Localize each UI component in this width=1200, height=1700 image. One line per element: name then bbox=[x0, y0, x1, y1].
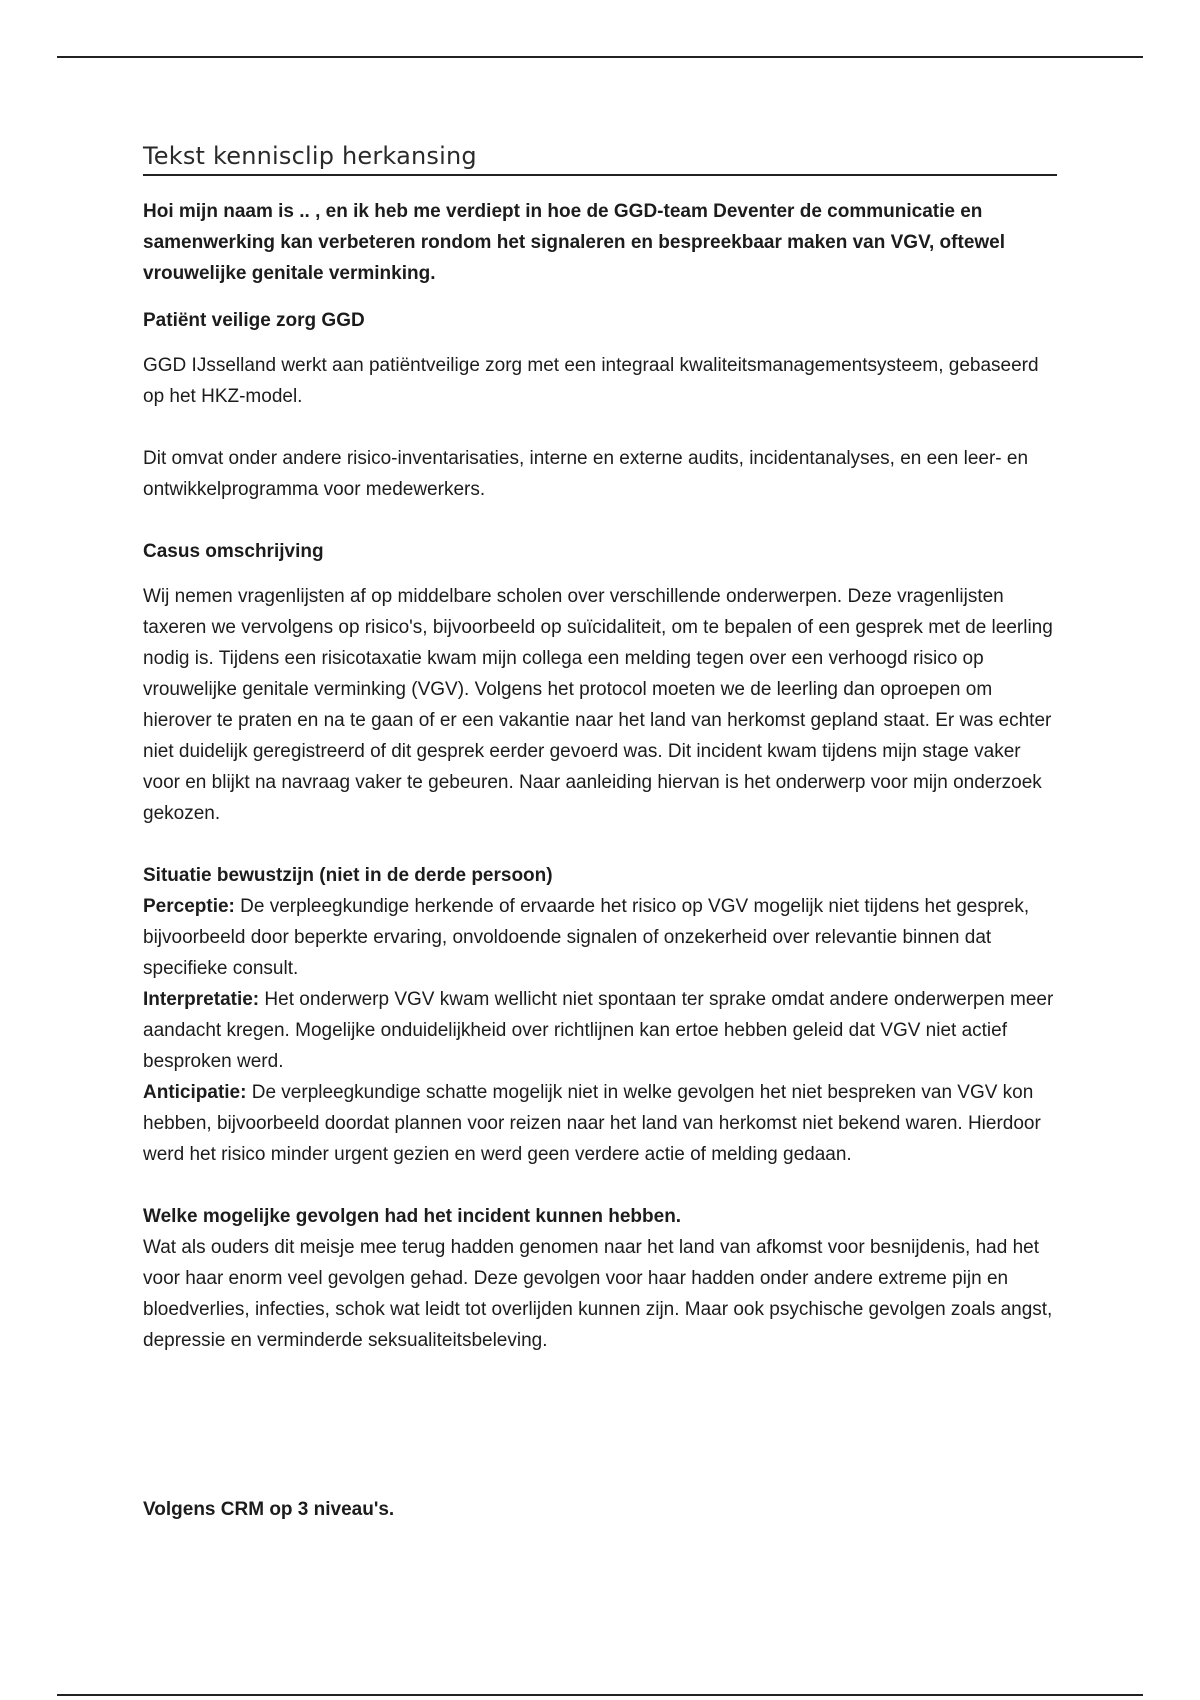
situation-label: Interpretatie: bbox=[143, 989, 260, 1010]
situation-item-anticipation bbox=[143, 1077, 1057, 1170]
section-heading-case: Casus omschrijving bbox=[143, 541, 324, 562]
consequences-paragraph: Wat als ouders dit meisje mee terug hadden genomen naar het land van afkomst voor besnijdenis, had het voor haar enorm veel gevolgen gehad. Deze gevolgen voor haar hadden onder andere extreme pijn en bloedverlies, infecties, schok wat leidt tot overlijden kunnen zijn. Maar ook psychische gevolgen zoals angst, depressie en verminderde seksualiteitsbeleving. bbox=[143, 1237, 1053, 1351]
document-body bbox=[143, 140, 1057, 1525]
situation-label: Perceptie: bbox=[143, 896, 235, 917]
page-bottom-rule bbox=[57, 1694, 1143, 1696]
situation-text: Het onderwerp VGV kwam wellicht niet spontaan ter sprake omdat andere onderwerpen meer aandacht kregen. Mogelijke onduidelijkheid over richtlijnen kan ertoe hebben geleid dat VGV niet actief besproken werd. bbox=[143, 989, 1054, 1072]
section-heading-patient-safety: Patiënt veilige zorg GGD bbox=[143, 310, 365, 331]
case-paragraph: Wij nemen vragenlijsten af op middelbare scholen over verschillende onderwerpen. Deze vragenlijsten taxeren we vervolgens op risico's, bijvoorbeeld op suïcidaliteit, om te bepalen of een gesprek met de leerling nodig is. Tijdens een risicotaxatie kwam mijn collega een melding tegen over een verhoogd risico op vrouwelijke genitale verminking (VGV). Volgens het protocol moeten we de leerling dan oproepen om hierover te praten en na te gaan of er een vakantie naar het land van herkomst gepland staat. Er was echter niet duidelijk geregistreerd of dit gesprek eerder gevoerd was. Dit incident kwam tijdens mijn stage vaker voor en blijkt na navraag vaker te gebeuren. Naar aanleiding hiervan is het onderwerp voor mijn onderzoek gekozen. bbox=[143, 586, 1053, 824]
situation-item-perception bbox=[143, 891, 1057, 984]
intro-paragraph: Hoi mijn naam is .. , en ik heb me verdiept in hoe de GGD-team Deventer de communicatie en samenwerking kan verbeteren rondom het signaleren en bespreekbaar maken van VGV, oftewel vrouwelijke genitale verminking. bbox=[143, 201, 1006, 284]
section-heading-crm: Volgens CRM op 3 niveau's. bbox=[143, 1499, 395, 1520]
page-top-rule bbox=[57, 56, 1143, 58]
situation-text: De verpleegkundige schatte mogelijk niet in welke gevolgen het niet bespreken van VGV kon hebben, bijvoorbeeld doordat plannen voor reizen naar het land van herkomst niet bekend waren. Hierdoor werd het risico minder urgent gezien en werd geen verdere actie of melding gedaan. bbox=[143, 1082, 1041, 1165]
situation-label: Anticipatie: bbox=[143, 1082, 247, 1103]
section-heading-consequences: Welke mogelijke gevolgen had het incident kunnen hebben. bbox=[143, 1206, 682, 1227]
situation-text: De verpleegkundige herkende of ervaarde het risico op VGV mogelijk niet tijdens het gesprek, bijvoorbeeld door beperkte ervaring, onvoldoende signalen of onzekerheid over relevantie binnen dat specifieke consult. bbox=[143, 896, 1030, 979]
patient-safety-paragraph-1: GGD IJsselland werkt aan patiëntveilige zorg met een integraal kwaliteitsmanagementsysteem, gebaseerd op het HKZ-model. bbox=[143, 355, 1039, 407]
document-title: Tekst kennisclip herkansing bbox=[143, 140, 1057, 176]
section-heading-situation-awareness: Situatie bewustzijn (niet in de derde persoon) bbox=[143, 865, 553, 886]
patient-safety-paragraph-2: Dit omvat onder andere risico-inventarisaties, interne en externe audits, incidentanalyses, en een leer- en ontwikkelprogramma voor medewerkers. bbox=[143, 448, 1029, 500]
situation-item-interpretation bbox=[143, 984, 1057, 1077]
